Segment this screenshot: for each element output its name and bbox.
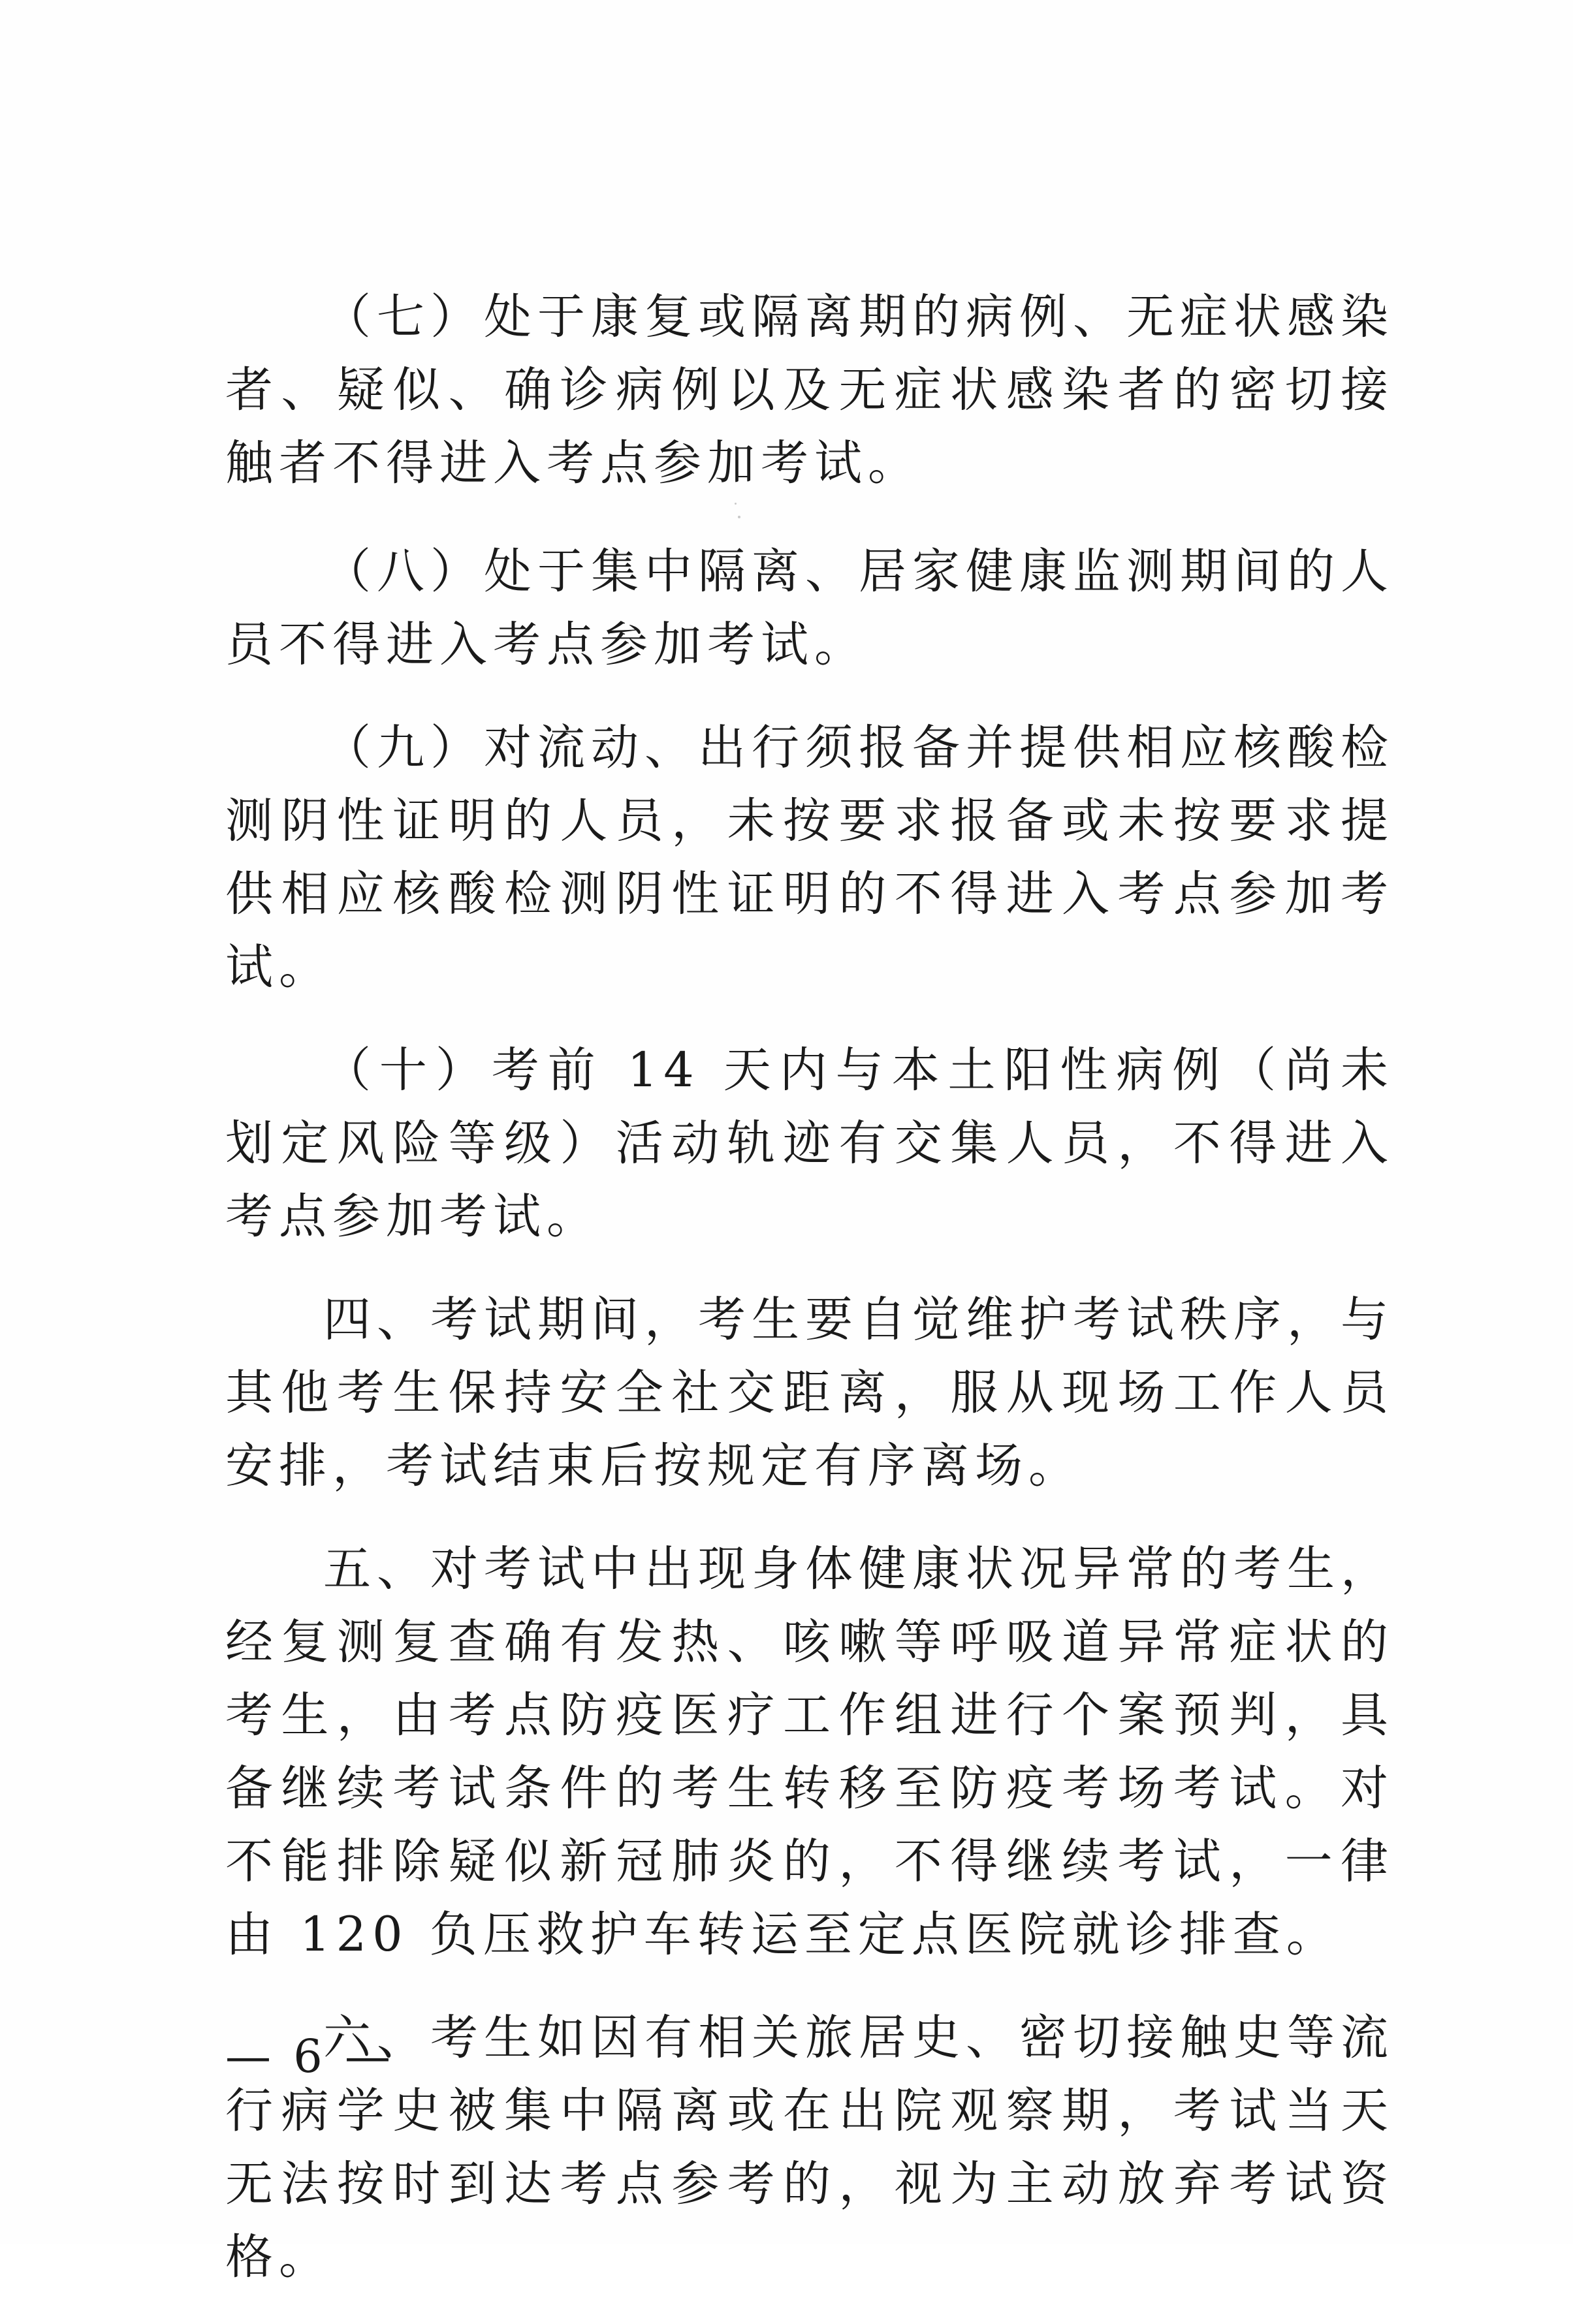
paragraph-section-five: 五、对考试中出现身体健康状况异常的考生，经复测复查确有发热、咳嗽等呼吸道异常症状的考生，由考点防疫医疗工作组进行个案预判，具备继续考试条件的考生转移至防疫考场考试。对不能排除疑似新冠肺炎的，不得继续考试，一律由 120 负压救护车转运至定点医院就诊排查。 [225, 1541, 1394, 1962]
paragraph-eight: （八）处于集中隔离、居家健康监测期间的人员不得进入考点参加考试。 [225, 544, 1394, 672]
paragraph-seven: （七）处于康复或隔离期的病例、无症状感染者、疑似、确诊病例以及无症状感染者的密切接触者不得进入考点参加考试。 [225, 289, 1394, 491]
paragraph-section-four: 四、考试期间，考生要自觉维护考试秩序，与其他考生保持安全社交距离，服从现场工作人员安排，考试结束后按规定有序离场。 [225, 1292, 1394, 1494]
paragraph-section-six: 六、考生如因有相关旅居史、密切接触史等流行病学史被集中隔离或在出院观察期，考试当天无法按时到达考点参考的，视为主动放弃考试资格。 [225, 2010, 1394, 2285]
page-number: — 6 — [225, 2030, 395, 2083]
document-body [225, 281, 1394, 2324]
paragraph-ten: （十）考前 14 天内与本土阳性病例（尚未划定风险等级）活动轨迹有交集人员，不得进入考点参加考试。 [225, 1043, 1394, 1244]
paragraph-nine: （九）对流动、出行须报备并提供相应核酸检测阴性证明的人员，未按要求报备或未按要求提供相应核酸检测阴性证明的不得进入考点参加考试。 [225, 720, 1394, 995]
